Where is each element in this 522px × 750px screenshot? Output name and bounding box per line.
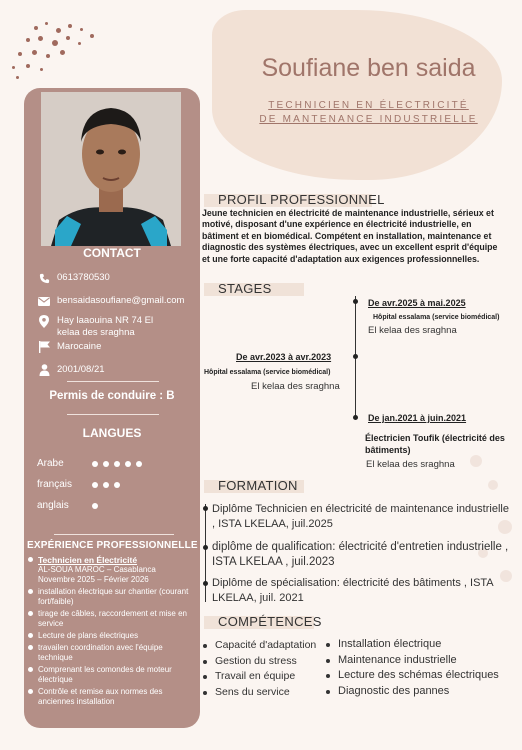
experience-task: installation électrique sur chantier (courant fort/faible) <box>28 587 198 607</box>
divider <box>67 381 159 382</box>
level-dot <box>92 482 98 488</box>
formation-item: diplôme de qualification: électricité d'entretien industrielle , ISTA LKELAA , juil.2023 <box>212 541 509 568</box>
skill-item: Gestion du stress <box>203 654 316 670</box>
level-dot <box>114 461 120 467</box>
skill-item: Maintenance industrielle <box>326 653 499 669</box>
job-title-line2: DE MANTENANCE INDUSTRIELLE <box>259 114 478 125</box>
location-pin-icon <box>38 315 50 327</box>
flag-icon <box>38 341 50 353</box>
mail-icon <box>38 295 50 307</box>
language-row <box>37 500 187 511</box>
decorative-circle <box>488 480 498 490</box>
address-text: Hay laaouina NR 74 El kelaa des sraghna <box>57 315 154 338</box>
stage-date: De avr.2025 à mai.2025 <box>368 298 466 308</box>
skill-item: Diagnostic des pannes <box>326 684 499 700</box>
address-row <box>38 315 188 339</box>
person-icon <box>38 364 50 376</box>
skill-item: Installation électrique <box>326 637 499 653</box>
language-level <box>92 482 120 488</box>
email-address: bensaidasoufiane@gmail.com <box>57 295 185 306</box>
nationality-row <box>38 341 101 353</box>
sidebar <box>24 88 200 728</box>
phone-icon <box>38 272 50 284</box>
languages-title: LANGUES <box>82 426 142 440</box>
experience-task: Comprenant les comondes de moteur électrique <box>28 665 198 685</box>
skill-item: Sens du service <box>203 685 316 701</box>
formation-dot <box>203 581 208 586</box>
stage-date: De avr.2023 à avr.2023 <box>236 352 332 362</box>
level-dot <box>114 482 120 488</box>
candidate-name: Soufiane ben saida <box>261 54 476 82</box>
profile-text: Jeune technicien en électricité de maintenance industrielle, sérieux et motivé, disposant d'une expérience en électricité industrielle, en bâtiment et en biomédical. Compétent en installation, maintenance et diagnostic des systèmes électriques, avec un excellent esprit d'équipe et une forte capacité d'adaptation aux exigences professionnelles. <box>202 208 498 264</box>
stage-date: De jan.2021 à juin.2021 <box>368 413 467 423</box>
skill-item: Lecture des schémas électriques <box>326 668 499 684</box>
stage-org: Électricien Toufik (électricité des bâtiments) <box>365 433 505 455</box>
language-name: français <box>37 479 73 490</box>
job-title <box>215 99 522 127</box>
formation-dot <box>203 506 208 511</box>
formation-item: Diplôme Technicien en électricité de maintenance industrielle , ISTA LKELAA, juil.2025 <box>212 503 509 530</box>
profile-photo <box>41 92 181 246</box>
timeline-dot <box>353 415 358 420</box>
divider <box>67 414 159 415</box>
formation-item: Diplôme de spécialisation: électricité des bâtiments , ISTA LKELAA, juil. 2021 <box>212 577 494 604</box>
job-title-line1: TECHNICIEN EN ÉLECTRICITÉ <box>268 100 469 111</box>
skill-item: Travail en équipe <box>203 669 316 685</box>
language-name: Arabe <box>37 458 64 469</box>
experience-task: Lecture de plans électriques <box>28 631 198 641</box>
experience-task: tirage de câbles, raccordement et mise en service <box>28 609 198 629</box>
skills-list-technical <box>326 637 499 699</box>
language-name: anglais <box>37 500 69 511</box>
language-level <box>92 503 98 509</box>
experience-title: EXPÉRIENCE PROFESSIONNELLE <box>27 540 198 551</box>
language-level <box>92 461 142 467</box>
formation-title: FORMATION <box>218 478 298 493</box>
decorative-blob <box>212 10 502 180</box>
level-dot <box>103 461 109 467</box>
skills-list-soft <box>203 638 316 700</box>
experience-job <box>28 555 198 585</box>
experience-period: Novembre 2025 – Février 2026 <box>38 575 149 584</box>
language-row <box>37 458 187 469</box>
stages-title: STAGES <box>218 281 272 296</box>
experience-task: travailen coordination avec l'équipe technique <box>28 643 198 663</box>
experience-job-title: Technicien en Électricité <box>38 555 138 565</box>
stage-org: Hôpital essalama (service biomédical) <box>204 369 331 376</box>
experience-company: AL-SOUA MAROC – Casablanca <box>38 565 156 574</box>
driving-license: Permis de conduire : B <box>49 390 175 402</box>
phone-row <box>38 272 110 284</box>
formation-dot <box>203 545 208 550</box>
timeline-dot <box>353 354 358 359</box>
phone-number: 0613780530 <box>57 272 110 283</box>
formation-timeline <box>205 504 206 602</box>
profile-title: PROFIL PROFESSIONNEL <box>218 192 385 207</box>
level-dot <box>103 482 109 488</box>
decorative-circle <box>470 455 482 467</box>
experience-task: Contrôle et remise aux normes des anciennes installation <box>28 687 198 707</box>
stage-place: El kelaa des sraghna <box>366 459 455 470</box>
divider <box>54 534 174 535</box>
experience-list <box>28 555 198 709</box>
stage-place: El kelaa des sraghna <box>368 325 457 336</box>
level-dot <box>136 461 142 467</box>
nationality-text: Marocaine <box>57 341 102 352</box>
contact-title: CONTACT <box>83 246 141 260</box>
language-row <box>37 479 187 490</box>
stage-place: El kelaa des sraghna <box>251 381 340 392</box>
level-dot <box>92 503 98 509</box>
skills-title: COMPÉTENCES <box>218 614 322 629</box>
skill-item: Capacité d'adaptation <box>203 638 316 654</box>
stage-org: Hôpital essalama (service biomédical) <box>373 314 500 321</box>
birthdate-row <box>38 364 105 376</box>
email-row <box>38 295 184 307</box>
decorative-dots <box>10 22 100 82</box>
level-dot <box>92 461 98 467</box>
timeline-dot <box>353 299 358 304</box>
level-dot <box>125 461 131 467</box>
birthdate-text: 2001/08/21 <box>57 364 105 375</box>
